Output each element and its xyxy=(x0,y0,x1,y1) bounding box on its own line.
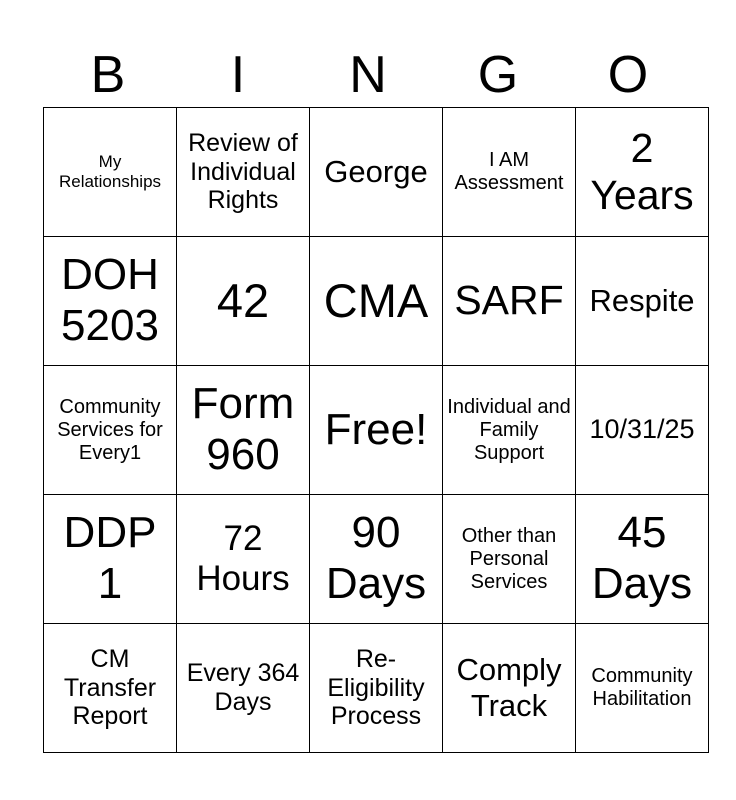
bingo-cell[interactable]: DOH 5203 xyxy=(44,237,177,366)
bingo-cell[interactable]: CM Transfer Report xyxy=(44,624,177,753)
bingo-cell[interactable]: 42 xyxy=(177,237,310,366)
board-row xyxy=(44,237,709,366)
header-letter-g: G xyxy=(477,46,519,104)
header-letter-b: B xyxy=(90,46,126,104)
bingo-board xyxy=(43,107,709,753)
bingo-cell[interactable]: Community Habilitation xyxy=(576,624,709,753)
board-row xyxy=(44,495,709,624)
bingo-cell[interactable]: My Relationships xyxy=(44,108,177,237)
bingo-cell[interactable]: Comply Track xyxy=(443,624,576,753)
bingo-cell[interactable]: 90 Days xyxy=(310,495,443,624)
bingo-cell[interactable]: 72 Hours xyxy=(177,495,310,624)
bingo-cell[interactable]: George xyxy=(310,108,443,237)
bingo-cell[interactable]: Free! xyxy=(310,366,443,495)
bingo-cell[interactable]: Review of Individual Rights xyxy=(177,108,310,237)
board-row xyxy=(44,108,709,237)
header-letter-i: I xyxy=(230,46,246,104)
bingo-cell[interactable]: Community Services for Every1 xyxy=(44,366,177,495)
board-row xyxy=(44,624,709,753)
bingo-cell[interactable]: Respite xyxy=(576,237,709,366)
bingo-cell[interactable]: 10/31/25 xyxy=(576,366,709,495)
header-letter-o: O xyxy=(607,46,649,104)
bingo-header xyxy=(43,42,693,108)
bingo-cell[interactable]: Other than Personal Services xyxy=(443,495,576,624)
bingo-cell[interactable]: Re-Eligibility Process xyxy=(310,624,443,753)
header-letter-n: N xyxy=(349,46,387,104)
bingo-cell[interactable]: I AM Assessment xyxy=(443,108,576,237)
bingo-cell[interactable]: DDP 1 xyxy=(44,495,177,624)
bingo-cell[interactable]: SARF xyxy=(443,237,576,366)
bingo-cell[interactable]: Individual and Family Support xyxy=(443,366,576,495)
bingo-cell[interactable]: Every 364 Days xyxy=(177,624,310,753)
bingo-cell[interactable]: 2 Years xyxy=(576,108,709,237)
bingo-cell[interactable]: 45 Days xyxy=(576,495,709,624)
bingo-cell[interactable]: Form 960 xyxy=(177,366,310,495)
bingo-cell[interactable]: CMA xyxy=(310,237,443,366)
board-row xyxy=(44,366,709,495)
